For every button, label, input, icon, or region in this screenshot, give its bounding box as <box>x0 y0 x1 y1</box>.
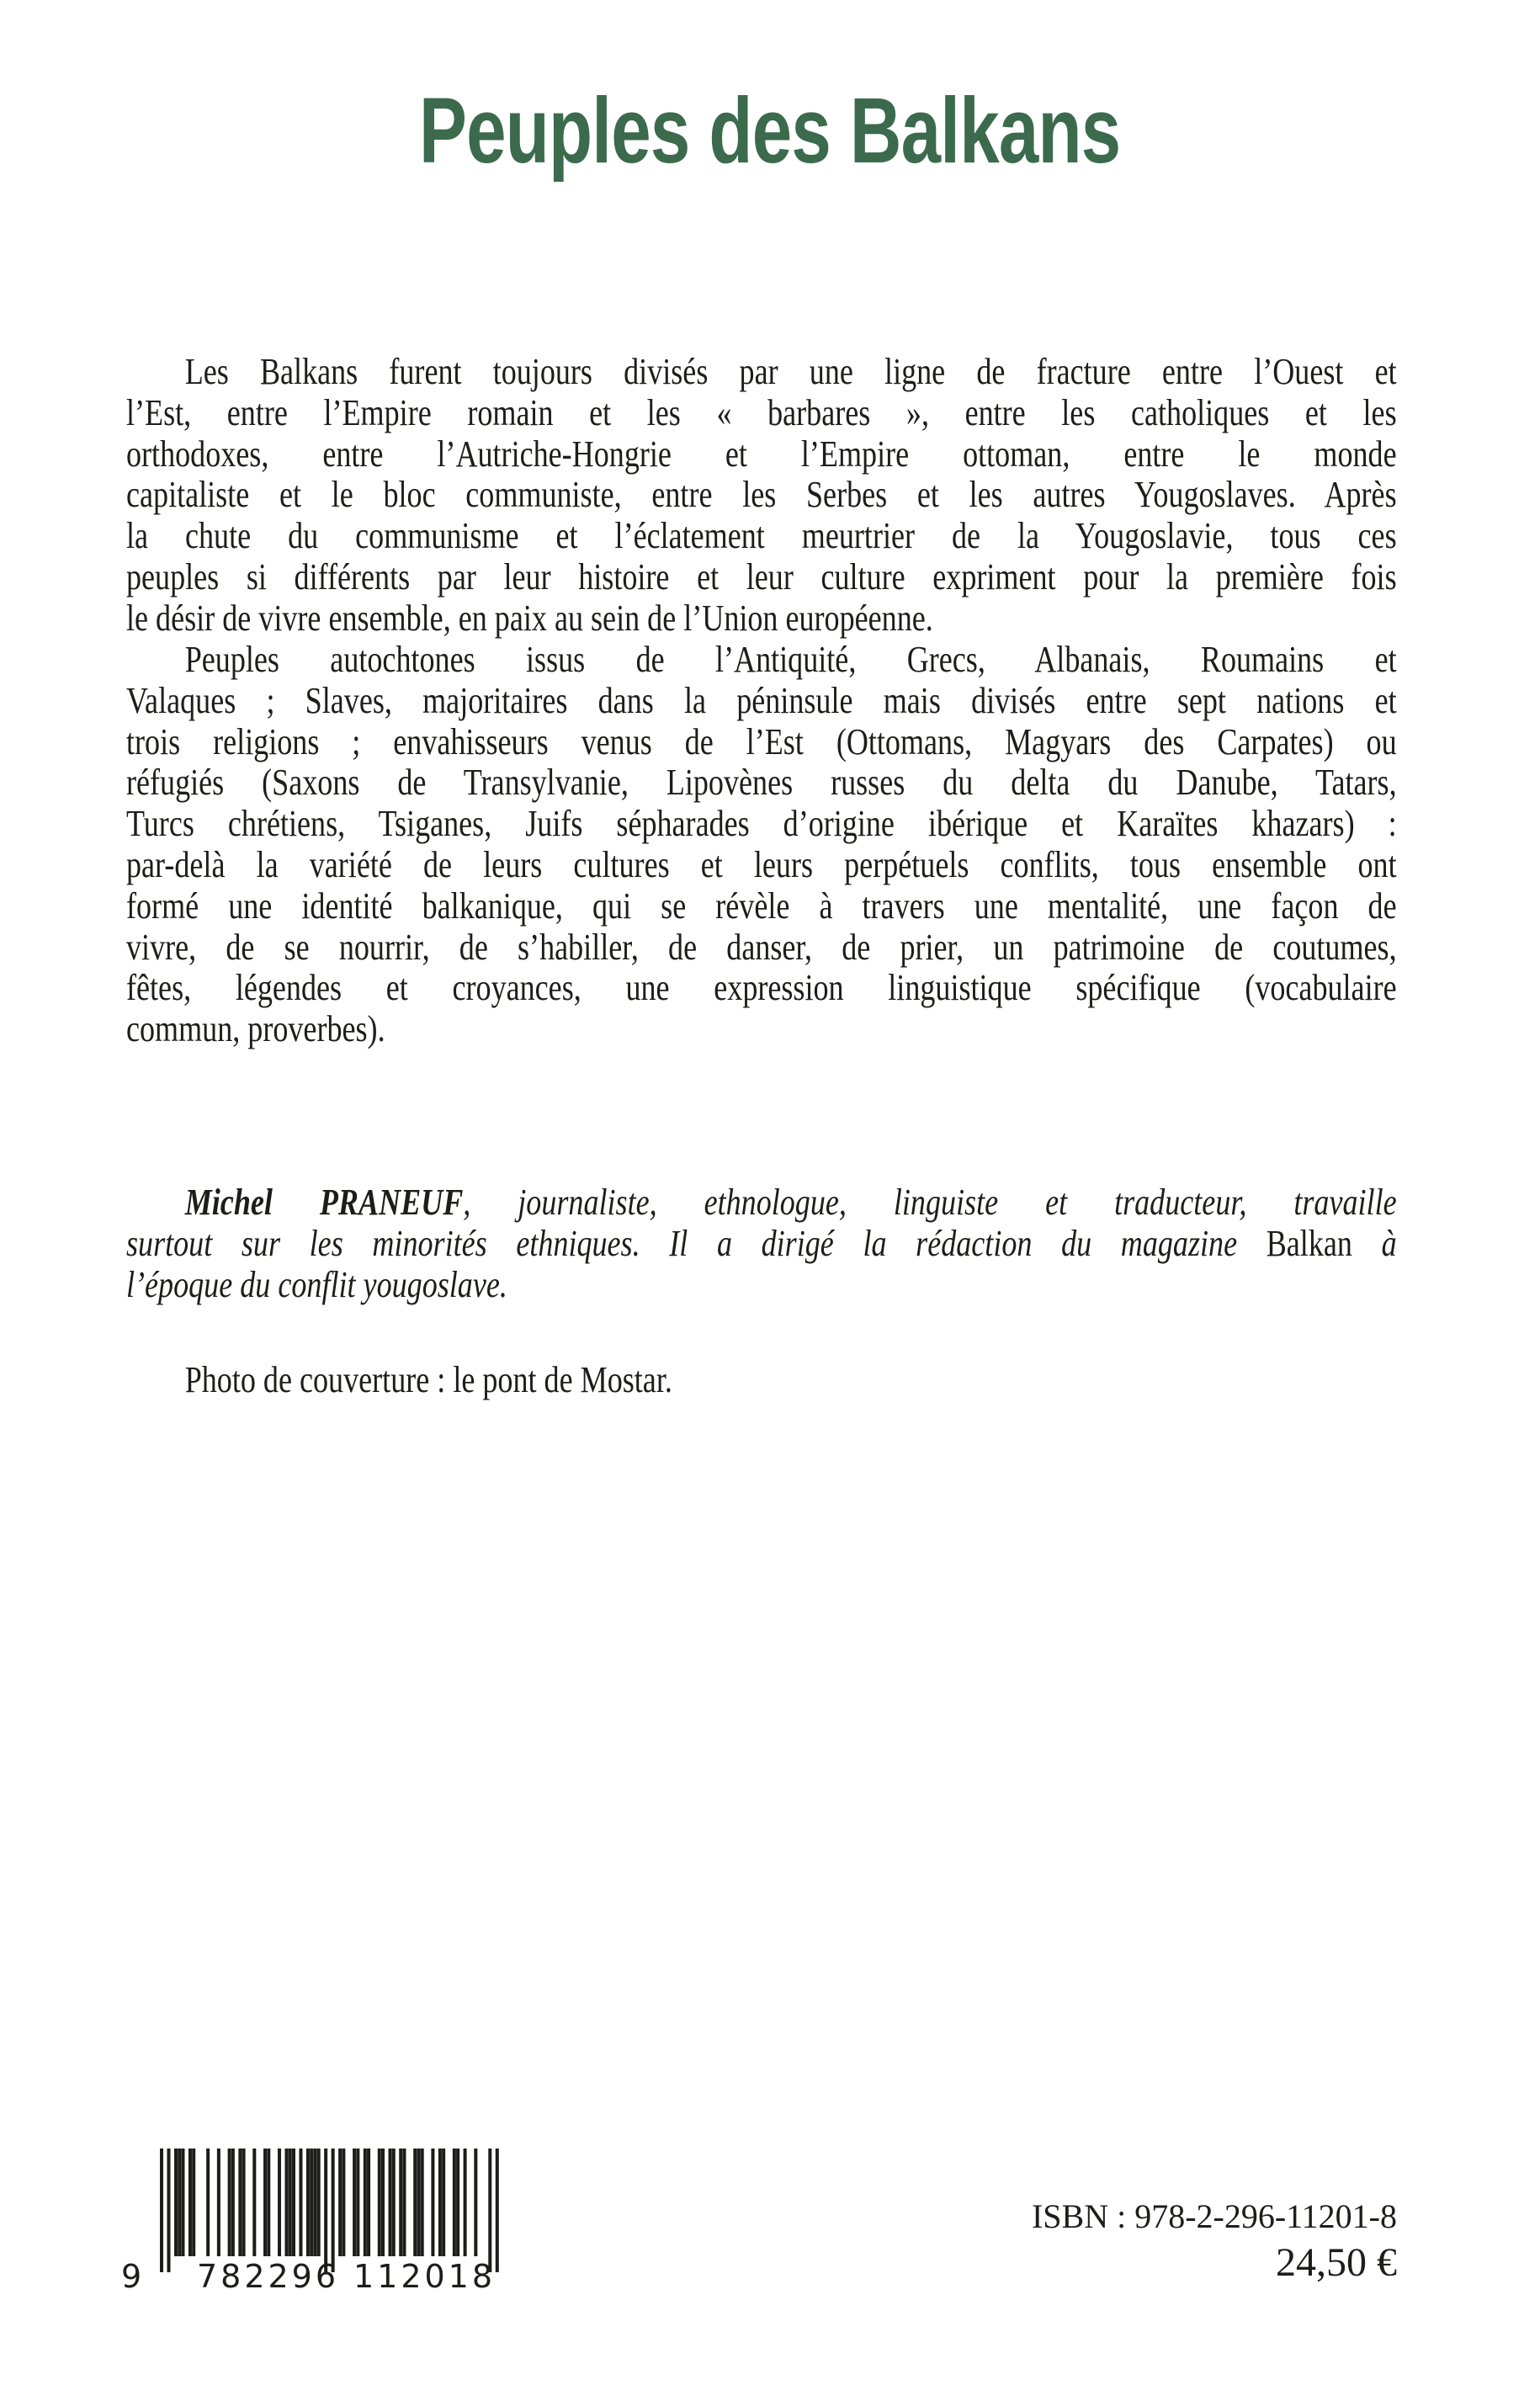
barcode-right-digits: 112018 <box>353 2258 492 2295</box>
isbn-number: ISBN : 978-2-296-11201-8 <box>1031 2197 1397 2235</box>
author-bio-text: à <box>1351 1222 1397 1264</box>
photo-credit <box>126 1360 1397 1401</box>
paragraph-line: formé une identité balkanique, qui se révèle à travers une mentalité, une façon de <box>126 884 1397 927</box>
barcode-bars <box>160 2149 499 2272</box>
paragraph-line: par-delà la variété de leurs cultures et leurs perpétuels conflits, tous ensemble ont <box>126 843 1397 885</box>
barcode-first-digit: 9 <box>121 2258 142 2295</box>
paragraph-line: capitaliste et le bloc communiste, entre les Serbes et les autres Yougoslaves. Après <box>126 474 1397 516</box>
paragraph-line: la chute du communisme et l’éclatement meurtrier de la Yougoslavie, tous ces <box>126 515 1397 557</box>
book-title <box>0 81 1540 182</box>
author-bio-line-2 <box>126 1224 1397 1265</box>
author-bio <box>126 1182 1397 1305</box>
price: 24,50 € <box>1276 2240 1397 2285</box>
paragraph-line: fêtes, légendes et croyances, une expression linguistique spécifique (vocabulaire <box>126 967 1397 1009</box>
paragraph-line: peuples si différents par leur histoire et leur culture expriment pour la première fois <box>126 555 1397 598</box>
paragraph-line: l’Est, entre l’Empire romain et les « barbares », entre les catholiques et les <box>126 391 1397 433</box>
paragraph-line: Valaques ; Slaves, majoritaires dans la péninsule mais divisés entre sept nations et <box>126 679 1397 721</box>
summary-paragraph-1 <box>126 352 1397 640</box>
author-bio-text: surtout sur les minorités ethniques. Il a dirigé la rédaction du magazine <box>126 1222 1267 1264</box>
author-name: Michel PRANEUF <box>184 1182 464 1223</box>
book-title-text: Peuples des Balkans <box>419 79 1121 183</box>
barcode-left-digits: 782296 <box>197 2258 336 2295</box>
magazine-title: Balkan <box>1266 1222 1352 1264</box>
author-bio-line-1 <box>126 1182 1397 1224</box>
summary-paragraph-2 <box>126 640 1397 1050</box>
paragraph-line: réfugiés (Saxons de Transylvanie, Lipovènes russes du delta du Danube, Tatars, <box>126 762 1397 804</box>
photo-caption: Photo de couverture : le pont de Mostar. <box>184 1359 672 1400</box>
paragraph-line: Peuples autochtones issus de l’Antiquité, Grecs, Albanais, Roumains et <box>184 639 1397 680</box>
author-bio-line-3: l’époque du conflit yougoslave. <box>126 1263 507 1305</box>
author-bio-text: , journaliste, ethnologue, linguiste et traducteur, travaille <box>463 1182 1397 1223</box>
paragraph-line: trois religions ; envahisseurs venus de l’Est (Ottomans, Magyars des Carpates) ou <box>126 720 1397 762</box>
paragraph-line: commun, proverbes). <box>126 1008 385 1050</box>
paragraph-line: Turcs chrétiens, Tsiganes, Juifs sépharades d’origine ibérique et Karaïtes khazars) : <box>126 803 1397 845</box>
paragraph-line: orthodoxes, entre l’Autriche-Hongrie et l’Empire ottoman, entre le monde <box>126 433 1397 475</box>
isbn-barcode <box>118 2146 513 2297</box>
paragraph-line: Les Balkans furent toujours divisés par une ligne de fracture entre l’Ouest et <box>184 351 1397 392</box>
paragraph-line: le désir de vivre ensemble, en paix au sein de l’Union européenne. <box>126 597 933 639</box>
paragraph-line: vivre, de se nourrir, de s’habiller, de danser, de prier, un patrimoine de coutumes, <box>126 926 1397 968</box>
